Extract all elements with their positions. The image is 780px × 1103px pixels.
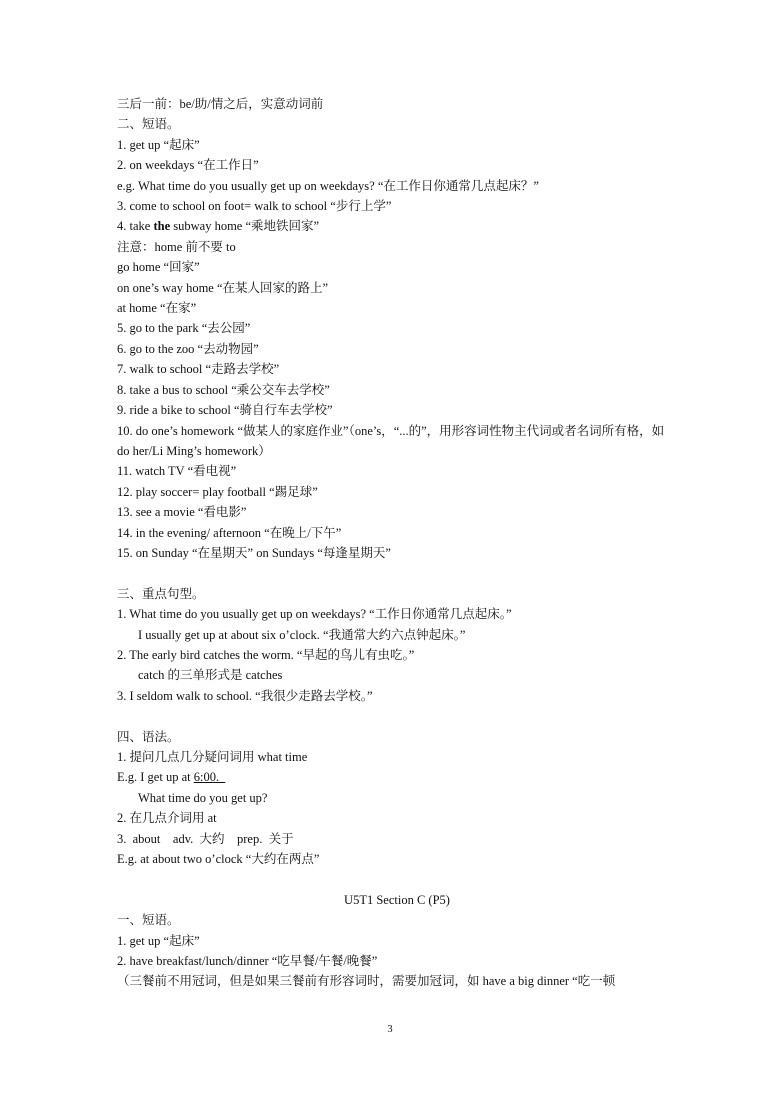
- list-item: 2. have breakfast/lunch/dinner “吃早餐/午餐/晚餐”: [117, 954, 378, 969]
- text-run: subway home “乘地铁回家”: [170, 219, 320, 234]
- text-line: 三后一前：be/助/情之后，实意动词前: [117, 97, 324, 111]
- list-item: 3. I seldom walk to school. “我很少走路去学校。”: [117, 688, 373, 703]
- list-item: 5. go to the park “去公园”: [117, 321, 251, 336]
- note-line: 注意：home 前不要 to: [117, 239, 236, 254]
- blank-line: [117, 706, 677, 726]
- list-item: 7. walk to school “走路去学校”: [117, 362, 280, 377]
- document-body: [117, 94, 677, 992]
- indented-line: catch 的三单形式是 catches: [138, 668, 283, 683]
- list-item: 6. go to the zoo “去动物园”: [117, 341, 259, 356]
- indented-line: I usually get up at about six o’clock. “我通常大约六点钟起床。”: [138, 627, 466, 642]
- list-item: 3. come to school on foot= walk to school “步行上学”: [117, 199, 392, 214]
- list-item: 2. The early bird catches the worm. “早起的鸟儿有虫吃。”: [117, 647, 415, 662]
- list-item: 1. get up “起床”: [117, 137, 200, 152]
- list-item: 10. do one’s homework “做某人的家庭作业”（one’s，“...的”，用形容词性物主代词或者名词所有格，如 do her/Li Ming’s homework）: [117, 423, 665, 458]
- section-heading: 三、重点句型。: [117, 586, 205, 601]
- text-run: 4. take: [117, 219, 154, 234]
- list-item: 13. see a movie “看电影”: [117, 505, 247, 520]
- blank-line: [117, 869, 677, 889]
- section-heading: 一、短语。: [117, 913, 180, 928]
- text-line: go home “回家”: [117, 260, 200, 275]
- example-line: [117, 767, 677, 787]
- bold-word: the: [153, 219, 171, 234]
- text-run: E.g. I get up at: [117, 770, 194, 785]
- list-item: 8. take a bus to school “乘公交车去学校”: [117, 382, 330, 397]
- page-number: 3: [387, 1024, 393, 1035]
- example-line: E.g. at about two o’clock “大约在两点”: [117, 852, 320, 866]
- list-item: 2. 在几点介词用 at: [117, 811, 217, 826]
- list-item: 11. watch TV “看电视”: [117, 464, 237, 479]
- list-item: 9. ride a bike to school “骑自行车去学校”: [117, 403, 333, 418]
- list-item: 14. in the evening/ afternoon “在晚上/下午”: [117, 525, 342, 540]
- text-line: at home “在家”: [117, 301, 197, 316]
- section-heading: 四、语法。: [117, 729, 180, 744]
- list-item: 2. on weekdays “在工作日”: [117, 158, 259, 173]
- section-heading: 二、短语。: [117, 117, 180, 132]
- blank-line: [117, 563, 677, 583]
- example-line: e.g. What time do you usually get up on weekdays? “在工作日你通常几点起床？”: [117, 178, 539, 193]
- text-line: on one’s way home “在某人回家的路上”: [117, 280, 329, 295]
- list-item: 3. about adv. 大约 prep. 关于: [117, 831, 294, 846]
- indented-line: What time do you get up?: [138, 790, 268, 805]
- list-item: 12. play soccer= play football “踢足球”: [117, 484, 318, 499]
- list-item: 15. on Sunday “在星期天” on Sundays “每逢星期天”: [117, 545, 391, 560]
- list-item: 1. What time do you usually get up on weekdays? “工作日你通常几点起床。”: [117, 607, 512, 622]
- list-item: 1. 提问几点几分疑问词用 what time: [117, 749, 308, 764]
- list-item: 1. get up “起床”: [117, 933, 200, 948]
- section-title: U5T1 Section C (P5): [344, 892, 450, 907]
- note-line: （三餐前不用冠词，但是如果三餐前有形容词时，需要加冠词，如 have a big dinner “吃一顿: [117, 974, 616, 989]
- underlined-answer: 6:00.: [193, 770, 220, 785]
- list-item: [117, 216, 677, 236]
